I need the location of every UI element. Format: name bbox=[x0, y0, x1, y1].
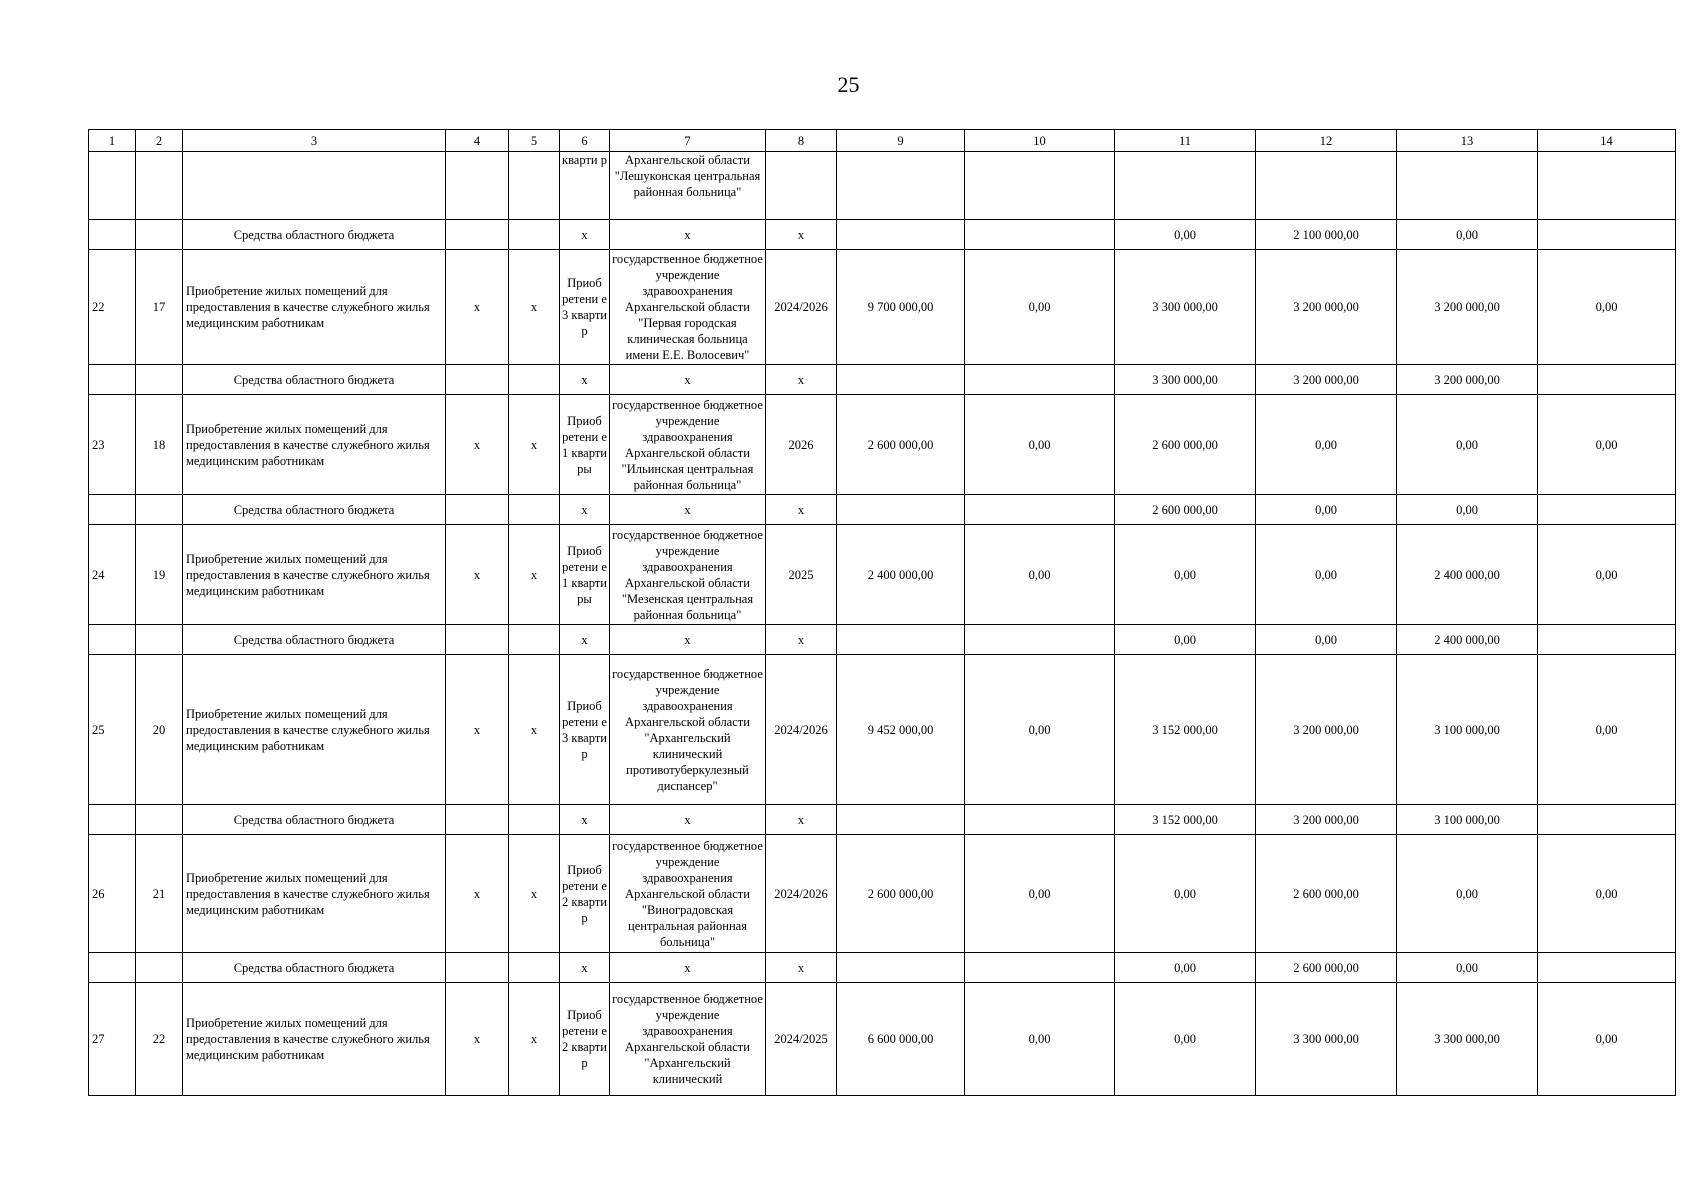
item-result: Приоб ретени е 1 кварти ры bbox=[560, 525, 610, 625]
table-cell: 0,00 bbox=[1538, 655, 1676, 805]
funding-row bbox=[89, 805, 1676, 835]
table-cell: 2 600 000,00 bbox=[1256, 953, 1397, 983]
item-description: Приобретение жилых помещений для предоставления в качестве служебного жилья медицинским работникам bbox=[183, 395, 446, 495]
table-row bbox=[89, 525, 1676, 625]
table-cell: 3 100 000,00 bbox=[1397, 655, 1538, 805]
table-cell: х bbox=[610, 220, 766, 250]
item-executor: государственное бюджетное учреждение здравоохранения Архангельской области "Мезенская центральная районная больница" bbox=[610, 525, 766, 625]
table-cell: 0,00 bbox=[1538, 835, 1676, 953]
row-number: 26 bbox=[89, 835, 136, 953]
item-description: Приобретение жилых помещений для предоставления в качестве служебного жилья медицинским работникам bbox=[183, 525, 446, 625]
row-number: 22 bbox=[89, 250, 136, 365]
item-result: Приоб ретени е 3 кварти р bbox=[560, 655, 610, 805]
item-total: 2 600 000,00 bbox=[837, 395, 965, 495]
item-executor: государственное бюджетное учреждение здравоохранения Архангельской области "Архангельский клинический bbox=[610, 983, 766, 1096]
table-cell: 0,00 bbox=[1256, 625, 1397, 655]
item-number: 19 bbox=[136, 525, 183, 625]
table-cell: х bbox=[446, 655, 509, 805]
table-cell: х bbox=[560, 805, 610, 835]
table-cell bbox=[965, 220, 1115, 250]
table-cell: х bbox=[560, 953, 610, 983]
table-cell: 3 200 000,00 bbox=[1256, 655, 1397, 805]
table-cell: х bbox=[766, 625, 837, 655]
item-result: Приоб ретени е 3 кварти р bbox=[560, 250, 610, 365]
table-cell bbox=[136, 495, 183, 525]
table-cell: 0,00 bbox=[1397, 220, 1538, 250]
table-cell: х bbox=[560, 495, 610, 525]
table-cell: х bbox=[446, 250, 509, 365]
table-cell: х bbox=[446, 835, 509, 953]
item-number: 21 bbox=[136, 835, 183, 953]
table-cell: х bbox=[509, 525, 560, 625]
column-header: 6 bbox=[560, 130, 610, 152]
table-cell: 0,00 bbox=[1256, 495, 1397, 525]
item-description: Приобретение жилых помещений для предоставления в качестве служебного жилья медицинским работникам bbox=[183, 655, 446, 805]
table-cell: х bbox=[446, 983, 509, 1096]
table-cell bbox=[136, 220, 183, 250]
table-cell: 2 600 000,00 bbox=[1256, 835, 1397, 953]
table-cell: 0,00 bbox=[1115, 983, 1256, 1096]
column-header: 11 bbox=[1115, 130, 1256, 152]
table-cell: 0,00 bbox=[1115, 525, 1256, 625]
table-cell bbox=[89, 625, 136, 655]
funding-label: Средства областного бюджета bbox=[183, 953, 446, 983]
table-cell bbox=[965, 152, 1115, 220]
program-table bbox=[88, 129, 1676, 1096]
table-cell bbox=[509, 220, 560, 250]
table-cell: 2 600 000,00 bbox=[1115, 395, 1256, 495]
column-header: 5 bbox=[509, 130, 560, 152]
table-cell bbox=[965, 625, 1115, 655]
funding-label: Средства областного бюджета bbox=[183, 805, 446, 835]
column-header: 7 bbox=[610, 130, 766, 152]
table-cell: х bbox=[509, 835, 560, 953]
column-header: 8 bbox=[766, 130, 837, 152]
table-cell: 0,00 bbox=[965, 525, 1115, 625]
table-cell bbox=[89, 495, 136, 525]
table-cell bbox=[1538, 365, 1676, 395]
funding-row bbox=[89, 220, 1676, 250]
table-cell: х bbox=[610, 625, 766, 655]
funding-row bbox=[89, 495, 1676, 525]
item-total: 9 700 000,00 bbox=[837, 250, 965, 365]
table-cell: 3 200 000,00 bbox=[1256, 365, 1397, 395]
table-cell bbox=[89, 805, 136, 835]
table-cell: 3 152 000,00 bbox=[1115, 655, 1256, 805]
table-cell: 3 200 000,00 bbox=[1397, 250, 1538, 365]
table-row bbox=[89, 835, 1676, 953]
item-period: 2024/2026 bbox=[766, 250, 837, 365]
table-cell bbox=[837, 365, 965, 395]
table-cell: 3 100 000,00 bbox=[1397, 805, 1538, 835]
funding-label: Средства областного бюджета bbox=[183, 625, 446, 655]
table-cell: х bbox=[766, 220, 837, 250]
table-cell: 3 200 000,00 bbox=[1397, 365, 1538, 395]
table-cell bbox=[509, 152, 560, 220]
column-header: 14 bbox=[1538, 130, 1676, 152]
table-cell: 0,00 bbox=[1397, 395, 1538, 495]
table-cell: 0,00 bbox=[1115, 953, 1256, 983]
table-cell bbox=[837, 625, 965, 655]
item-executor: государственное бюджетное учреждение здравоохранения Архангельской области "Архангельский клинический противотуберкулезный диспансер" bbox=[610, 655, 766, 805]
table-cell bbox=[509, 805, 560, 835]
table-cell bbox=[1538, 805, 1676, 835]
table-cell: 0,00 bbox=[965, 655, 1115, 805]
table-cell: х bbox=[610, 365, 766, 395]
funding-label: Средства областного бюджета bbox=[183, 495, 446, 525]
column-header: 9 bbox=[837, 130, 965, 152]
table-cell: 2 400 000,00 bbox=[1397, 625, 1538, 655]
table-cell: 3 152 000,00 bbox=[1115, 805, 1256, 835]
column-header: 3 bbox=[183, 130, 446, 152]
table-cell bbox=[89, 953, 136, 983]
table-cell bbox=[136, 152, 183, 220]
table-cell: 2 600 000,00 bbox=[1115, 495, 1256, 525]
table-cell: х bbox=[560, 365, 610, 395]
item-number: 22 bbox=[136, 983, 183, 1096]
table-cell: 0,00 bbox=[1538, 250, 1676, 365]
table-cell: 0,00 bbox=[1115, 220, 1256, 250]
table-cell bbox=[446, 220, 509, 250]
table-cell: х bbox=[560, 625, 610, 655]
row-number: 23 bbox=[89, 395, 136, 495]
table-row bbox=[89, 983, 1676, 1096]
table-cell: 3 300 000,00 bbox=[1397, 983, 1538, 1096]
table-cell: х bbox=[766, 495, 837, 525]
table-cell bbox=[509, 365, 560, 395]
table-row bbox=[89, 395, 1676, 495]
table-cell bbox=[837, 152, 965, 220]
item-number: 18 bbox=[136, 395, 183, 495]
funding-row bbox=[89, 625, 1676, 655]
table-cell: х bbox=[446, 525, 509, 625]
item-executor: государственное бюджетное учреждение здравоохранения Архангельской области "Первая городская клиническая больница имени Е.Е. Волосевич" bbox=[610, 250, 766, 365]
table-cell: х bbox=[560, 220, 610, 250]
table-cell bbox=[89, 220, 136, 250]
page-number: 25 bbox=[837, 72, 860, 97]
table-cell bbox=[837, 220, 965, 250]
table-cell bbox=[89, 365, 136, 395]
table-cell: 0,00 bbox=[1115, 625, 1256, 655]
item-executor: государственное бюджетное учреждение здравоохранения Архангельской области "Виноградовская центральная районная больница" bbox=[610, 835, 766, 953]
table-cell bbox=[509, 953, 560, 983]
table-cell bbox=[837, 495, 965, 525]
table-cell: 0,00 bbox=[1256, 525, 1397, 625]
table-cell: х bbox=[509, 655, 560, 805]
item-period: 2024/2025 bbox=[766, 983, 837, 1096]
column-header: 2 bbox=[136, 130, 183, 152]
table-cell: х bbox=[509, 983, 560, 1096]
table-cell: 3 300 000,00 bbox=[1115, 250, 1256, 365]
table-cell: 2 100 000,00 bbox=[1256, 220, 1397, 250]
table-cell: Архангельской области "Лешуконская центральная районная больница" bbox=[610, 152, 766, 220]
table-cell: 3 300 000,00 bbox=[1256, 983, 1397, 1096]
table-cell bbox=[509, 625, 560, 655]
table-cell: 0,00 bbox=[965, 250, 1115, 365]
table-cell bbox=[136, 805, 183, 835]
table-cell bbox=[1538, 953, 1676, 983]
table-cell bbox=[446, 365, 509, 395]
table-cell: 0,00 bbox=[1256, 395, 1397, 495]
column-header: 10 bbox=[965, 130, 1115, 152]
table-cell bbox=[1538, 220, 1676, 250]
item-description: Приобретение жилых помещений для предоставления в качестве служебного жилья медицинским работникам bbox=[183, 835, 446, 953]
funding-label: Средства областного бюджета bbox=[183, 365, 446, 395]
table-cell bbox=[136, 625, 183, 655]
item-period: 2024/2026 bbox=[766, 835, 837, 953]
table-cell bbox=[837, 805, 965, 835]
table-cell: х bbox=[766, 365, 837, 395]
table-cell: х bbox=[610, 953, 766, 983]
table-cell bbox=[89, 152, 136, 220]
table-cell: 0,00 bbox=[1397, 835, 1538, 953]
column-header: 4 bbox=[446, 130, 509, 152]
item-period: 2026 bbox=[766, 395, 837, 495]
table-cell: 0,00 bbox=[1538, 983, 1676, 1096]
item-result: Приоб ретени е 1 кварти ры bbox=[560, 395, 610, 495]
table-cell bbox=[1538, 495, 1676, 525]
table-cell: 0,00 bbox=[1397, 953, 1538, 983]
table-cell: х bbox=[446, 395, 509, 495]
table-cell bbox=[183, 152, 446, 220]
table-cell: 0,00 bbox=[965, 395, 1115, 495]
table-cell: 3 200 000,00 bbox=[1256, 250, 1397, 365]
table-cell bbox=[136, 365, 183, 395]
table-cell bbox=[1538, 625, 1676, 655]
item-number: 17 bbox=[136, 250, 183, 365]
table-cell bbox=[446, 805, 509, 835]
item-total: 2 600 000,00 bbox=[837, 835, 965, 953]
table-row bbox=[89, 655, 1676, 805]
table-cell: 0,00 bbox=[965, 835, 1115, 953]
table-cell bbox=[446, 625, 509, 655]
table-cell bbox=[446, 953, 509, 983]
table-cell: 3 300 000,00 bbox=[1115, 365, 1256, 395]
row-number: 25 bbox=[89, 655, 136, 805]
table-cell bbox=[837, 953, 965, 983]
row-number: 24 bbox=[89, 525, 136, 625]
funding-row bbox=[89, 365, 1676, 395]
column-header: 13 bbox=[1397, 130, 1538, 152]
table-cell: 0,00 bbox=[1397, 495, 1538, 525]
table-cell: 2 400 000,00 bbox=[1397, 525, 1538, 625]
table-cell: 0,00 bbox=[1538, 395, 1676, 495]
item-total: 9 452 000,00 bbox=[837, 655, 965, 805]
table-cell bbox=[766, 152, 837, 220]
table-cell bbox=[1115, 152, 1256, 220]
table-cell: х bbox=[610, 495, 766, 525]
item-number: 20 bbox=[136, 655, 183, 805]
table-cell bbox=[965, 805, 1115, 835]
table-cell: х bbox=[610, 805, 766, 835]
table-row bbox=[89, 250, 1676, 365]
table-cell: х bbox=[766, 805, 837, 835]
item-result: Приоб ретени е 2 кварти р bbox=[560, 835, 610, 953]
item-total: 2 400 000,00 bbox=[837, 525, 965, 625]
table-cell: х bbox=[509, 250, 560, 365]
table-cell: кварти р bbox=[560, 152, 610, 220]
table-cell bbox=[965, 495, 1115, 525]
item-description: Приобретение жилых помещений для предоставления в качестве служебного жилья медицинским работникам bbox=[183, 983, 446, 1096]
table-cell: 0,00 bbox=[1115, 835, 1256, 953]
table-cell: х bbox=[766, 953, 837, 983]
item-description: Приобретение жилых помещений для предоставления в качестве служебного жилья медицинским работникам bbox=[183, 250, 446, 365]
column-header-row bbox=[89, 130, 1676, 152]
table-cell: 0,00 bbox=[965, 983, 1115, 1096]
item-result: Приоб ретени е 2 кварти р bbox=[560, 983, 610, 1096]
column-header: 12 bbox=[1256, 130, 1397, 152]
item-total: 6 600 000,00 bbox=[837, 983, 965, 1096]
row-number: 27 bbox=[89, 983, 136, 1096]
table-cell bbox=[1397, 152, 1538, 220]
table-cell: х bbox=[509, 395, 560, 495]
item-period: 2025 bbox=[766, 525, 837, 625]
table-cell bbox=[136, 953, 183, 983]
funding-row bbox=[89, 953, 1676, 983]
table-cell bbox=[446, 152, 509, 220]
table-cell bbox=[965, 953, 1115, 983]
item-period: 2024/2026 bbox=[766, 655, 837, 805]
item-executor: государственное бюджетное учреждение здравоохранения Архангельской области "Ильинская центральная районная больница" bbox=[610, 395, 766, 495]
table-cell: 3 200 000,00 bbox=[1256, 805, 1397, 835]
funding-label: Средства областного бюджета bbox=[183, 220, 446, 250]
column-header: 1 bbox=[89, 130, 136, 152]
table-cell bbox=[1538, 152, 1676, 220]
table-cell bbox=[509, 495, 560, 525]
table-cell bbox=[1256, 152, 1397, 220]
continuation-row bbox=[89, 152, 1676, 220]
table-cell bbox=[446, 495, 509, 525]
table-cell bbox=[965, 365, 1115, 395]
table-cell: 0,00 bbox=[1538, 525, 1676, 625]
